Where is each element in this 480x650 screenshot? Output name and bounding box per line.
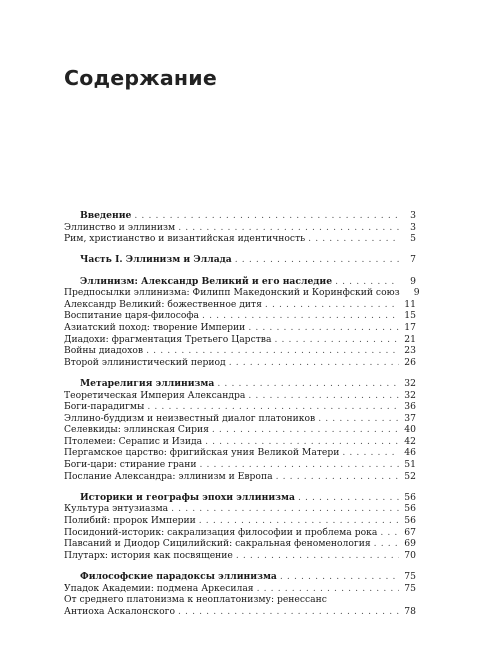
toc-entry-title: Антиоха Аскалонского <box>64 605 175 617</box>
toc-entry-title: Рим, христианство и византийская идентичность <box>64 233 306 245</box>
toc-entry-page: 15 <box>404 310 416 322</box>
toc-entry[interactable] <box>64 322 416 334</box>
toc-entry[interactable] <box>64 550 416 562</box>
toc-entry-page: 67 <box>404 526 416 538</box>
toc-entry-title: Плутарх: история как посвящение <box>64 549 233 561</box>
toc-entry-title: Эллинизм: Александр Великий и его наследие <box>80 275 333 287</box>
toc-entry[interactable] <box>64 538 416 550</box>
toc-entry[interactable] <box>64 413 416 425</box>
dot-leader <box>335 276 399 288</box>
dot-leader <box>178 606 399 618</box>
toc-entry-title: Боги-цари: стирание грани <box>64 459 197 471</box>
toc-chapter[interactable] <box>64 378 416 390</box>
toc-entry-page: 9 <box>410 275 416 287</box>
toc-entry-page: 3 <box>410 210 416 221</box>
toc-entry-title: Селевкиды: эллинская Сирия <box>64 424 209 436</box>
toc-entry-page: 32 <box>404 377 416 389</box>
toc-entry-page: 23 <box>404 345 416 357</box>
toc-entry-title: Эллино-буддизм и неизвестный диалог платоников <box>64 412 316 424</box>
toc-entry[interactable] <box>64 357 416 369</box>
dot-leader <box>380 527 399 539</box>
toc-entry-title: Воспитание царя-философа <box>64 310 200 322</box>
toc-entry-page: 78 <box>404 605 416 617</box>
toc-entry-page: 69 <box>404 538 416 550</box>
dot-leader <box>199 459 399 471</box>
toc-entry-title: Часть I. Эллинизм и Эллада <box>80 254 232 266</box>
toc-entry-title: Азиатский поход: творение Империи <box>64 321 246 333</box>
dot-leader <box>265 299 399 311</box>
toc-entry[interactable] <box>64 390 416 402</box>
dot-leader <box>178 222 399 234</box>
dot-leader <box>205 436 399 448</box>
toc-entry-page: 52 <box>404 470 416 482</box>
toc-entry[interactable] <box>64 424 416 436</box>
toc-entry-page: 36 <box>404 401 416 413</box>
toc-entry-title: Эллинство и эллинизм <box>64 221 176 233</box>
toc-entry[interactable] <box>64 401 416 413</box>
toc-entry-page: 70 <box>404 549 416 561</box>
toc-entry-title: Пергамское царство: фригийская уния Великой Матери <box>64 447 340 459</box>
toc-entry-title: Метарелигия эллинизма <box>80 377 215 389</box>
dot-leader <box>248 390 399 402</box>
toc-entry-title: Полибий: пророк Империи <box>64 515 196 527</box>
toc-entry-page: 3 <box>410 221 416 233</box>
dot-leader <box>248 322 399 334</box>
toc-entry-page: 56 <box>404 503 416 515</box>
toc-entry[interactable] <box>64 287 420 299</box>
toc-entry[interactable] <box>64 527 416 539</box>
toc-entry-page: 42 <box>404 435 416 447</box>
dot-leader <box>235 254 399 266</box>
toc-entry[interactable] <box>64 606 416 618</box>
dot-leader <box>318 413 399 425</box>
dot-leader <box>212 424 399 436</box>
toc-entry[interactable] <box>64 345 416 357</box>
page-title: Содержание <box>64 66 217 90</box>
toc-chapter[interactable] <box>64 571 416 583</box>
toc-entry-page: 40 <box>404 424 416 436</box>
dot-leader <box>147 401 399 413</box>
toc-entry-title: Теоретическая Империя Александра <box>64 389 246 401</box>
toc-entry[interactable] <box>64 503 416 515</box>
toc-entry-page: 26 <box>404 356 416 368</box>
toc-entry[interactable] <box>64 210 416 222</box>
toc-entry-page: 32 <box>404 389 416 401</box>
dot-leader <box>236 550 399 562</box>
toc-entry-page: 56 <box>404 491 416 503</box>
toc-chapter[interactable] <box>64 276 416 288</box>
toc-entry[interactable] <box>64 222 416 234</box>
toc-entry-title: Предпосылки эллинизма: Филипп Македонский и Коринфский союз <box>64 287 400 299</box>
toc-entry-page: 17 <box>404 321 416 333</box>
toc-entry-page: 11 <box>404 298 416 310</box>
toc-entry[interactable] <box>64 459 416 471</box>
dot-leader <box>276 471 399 483</box>
toc-entry-title: Диадохи: фрагментация Третьего Царства <box>64 333 272 345</box>
toc-entry[interactable] <box>64 594 416 606</box>
toc-entry-page: 51 <box>404 459 416 471</box>
toc-entry[interactable] <box>64 515 416 527</box>
toc-entry-title: Философские парадоксы эллинизма <box>80 571 277 582</box>
dot-leader <box>374 538 399 550</box>
toc-entry-page: 21 <box>404 333 416 345</box>
dot-leader <box>217 378 399 390</box>
toc-entry-title: Введение <box>80 210 132 221</box>
dot-leader <box>280 571 399 583</box>
dot-leader <box>308 233 399 245</box>
toc-entry-title: Войны диадохов <box>64 345 144 357</box>
toc-entry-page: 56 <box>404 515 416 527</box>
toc-entry[interactable] <box>64 299 416 311</box>
dot-leader <box>171 503 399 515</box>
toc-entry-page: 9 <box>413 287 420 299</box>
dot-leader <box>202 310 399 322</box>
toc-entry-title: Александр Великий: божественное дитя <box>64 298 262 310</box>
table-of-contents <box>64 210 420 617</box>
toc-entry[interactable] <box>64 583 416 595</box>
toc-chapter[interactable] <box>64 492 416 504</box>
toc-entry-page: 37 <box>404 412 416 424</box>
toc-entry-title: Павсаний и Диодор Сицилийский: сакральная феноменология <box>64 538 371 550</box>
toc-entry[interactable] <box>64 447 416 459</box>
toc-entry-title: Птолемеи: Серапис и Изида <box>64 435 203 447</box>
toc-entry-title: Посидоний-историк: сакрализация философии и проблема рока <box>64 526 378 538</box>
toc-entry-page: 75 <box>404 571 416 582</box>
toc-entry-page: 5 <box>410 233 416 245</box>
toc-entry-page: 7 <box>410 254 416 266</box>
toc-entry-title: Культура энтузиазма <box>64 503 169 515</box>
toc-entry-page: 46 <box>404 447 416 459</box>
toc-part[interactable] <box>64 254 416 266</box>
toc-entry-title: Упадок Академии: подмена Аркесилая <box>64 582 254 594</box>
dot-leader <box>134 210 399 222</box>
toc-entry[interactable] <box>64 471 416 483</box>
toc-entry[interactable] <box>64 310 416 322</box>
toc-entry-page: 75 <box>404 582 416 594</box>
dot-leader <box>298 492 399 504</box>
toc-entry-title: Послание Александра: эллинизм и Европа <box>64 470 273 482</box>
toc-entry[interactable] <box>64 233 416 245</box>
toc-entry[interactable] <box>64 436 416 448</box>
dot-leader <box>342 447 399 459</box>
dot-leader <box>146 345 399 357</box>
dot-leader <box>229 357 399 369</box>
dot-leader <box>199 515 399 527</box>
toc-entry-title: От среднего платонизма к неоплатонизму: ренессанс <box>64 594 327 606</box>
toc-entry[interactable] <box>64 334 416 346</box>
toc-entry-title: Второй эллинистический период <box>64 356 226 368</box>
dot-leader <box>274 334 399 346</box>
toc-entry-title: Боги-парадигмы <box>64 401 145 413</box>
dot-leader <box>257 583 399 595</box>
toc-entry-title: Историки и географы эпохи эллинизма <box>80 491 295 503</box>
